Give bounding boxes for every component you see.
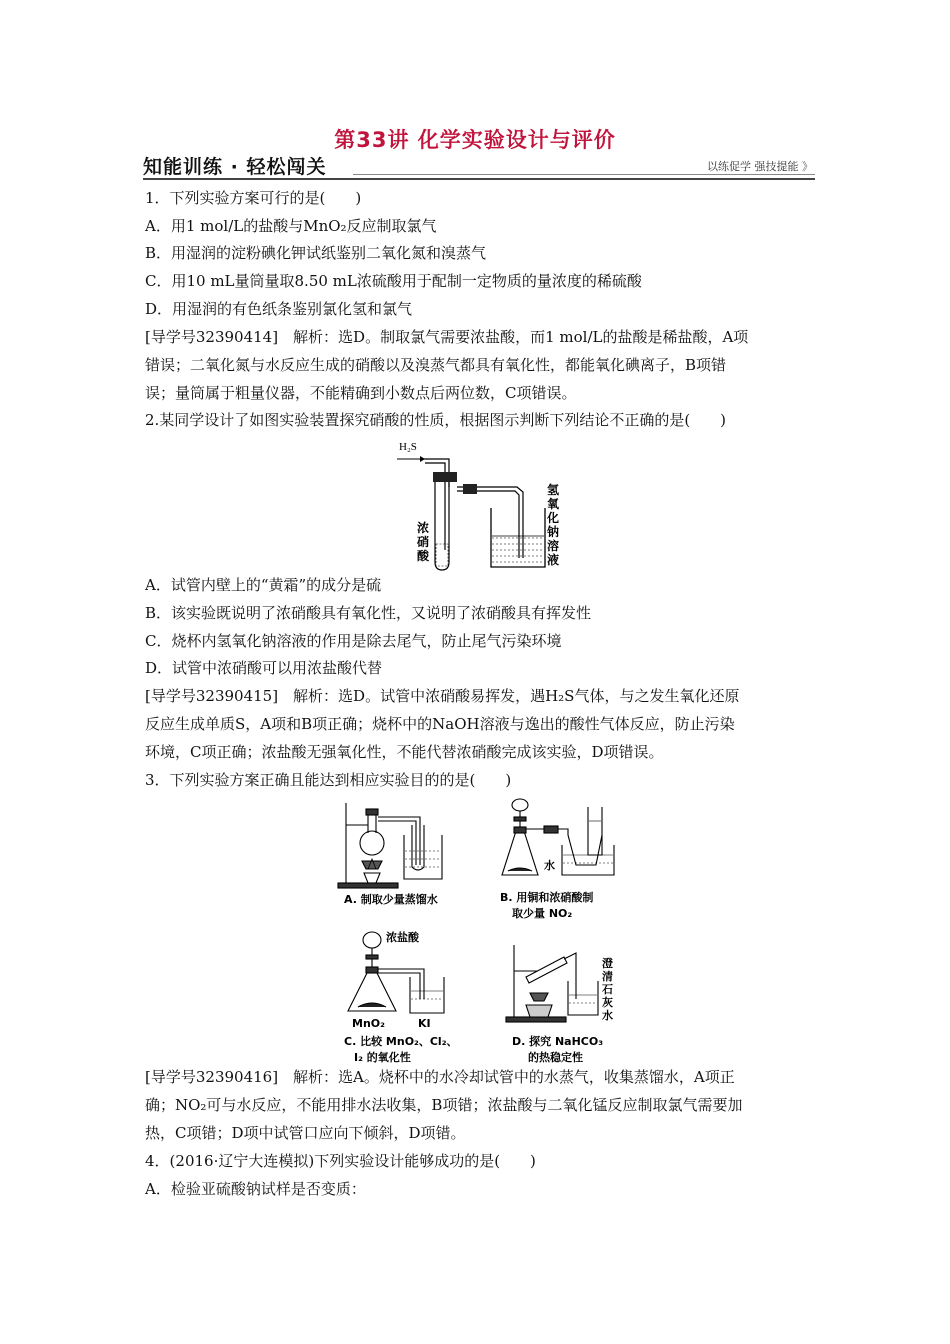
- limewater-label: 澄: [602, 957, 613, 970]
- mno2-label: MnO₂: [352, 1017, 385, 1030]
- section-banner: [143, 150, 815, 182]
- q2-explanation-line: 反应生成单质S，A项和B项正确；烧杯中的NaOH溶液与逸出的酸性气体反应，防止污染: [145, 715, 735, 733]
- q1-option-a: A．用1 mol/L的盐酸与MnO₂反应制取氯气: [145, 217, 437, 235]
- naoh-label: 液: [547, 553, 560, 567]
- q4-option-a: A．检验亚硫酸钠试样是否变质：: [145, 1180, 366, 1198]
- q2-explanation-line: [导学号32390415] 解析：选D。试管中浓硝酸易挥发，遇H₂S气体，与之发生氧化还原: [145, 687, 740, 705]
- limewater-label: 灰: [602, 996, 613, 1009]
- caption-d-line2: 的热稳定性: [528, 1051, 583, 1064]
- apparatus-b: [502, 799, 614, 875]
- figure-nitric-acid-apparatus: [395, 432, 575, 574]
- h2s-label: H₂S: [399, 441, 417, 453]
- apparatus-d: [506, 945, 598, 1022]
- q2-option-d: D．试管中浓硝酸可以用浓盐酸代替: [145, 659, 383, 677]
- naoh-label: 钠: [547, 525, 560, 539]
- banner-divider: [143, 178, 815, 180]
- q3-explanation-line: 确；NO₂可与水反应，不能用排水法收集，B项错；浓盐酸与二氧化锰反应制取氯气需要加: [145, 1096, 743, 1114]
- limewater-label: 清: [602, 970, 613, 983]
- limewater-label: 水: [602, 1009, 613, 1022]
- banner-divider-thin: [353, 174, 815, 175]
- caption-c-line2: I₂ 的氧化性: [354, 1051, 411, 1064]
- question-4: 4．(2016·辽宁大连模拟)下列实验设计能够成功的是( ): [145, 1152, 536, 1170]
- hcl-label: 浓盐酸: [386, 931, 419, 944]
- q2-option-c: C．烧杯内氢氧化钠溶液的作用是除去尾气，防止尾气污染环境: [145, 632, 562, 650]
- caption-c-line1: C. 比较 MnO₂、Cl₂、: [344, 1035, 458, 1048]
- q1-option-b: B．用湿润的淀粉碘化钾试纸鉴别二氧化氮和溴蒸气: [145, 244, 487, 262]
- nitric-acid-label: 浓: [417, 521, 430, 535]
- naoh-label: 溶: [547, 539, 560, 553]
- nitric-acid-label: 硝: [417, 535, 430, 549]
- q3-explanation-line: [导学号32390416] 解析：选A。烧杯中的水冷却试管中的水蒸气，收集蒸馏水，A项正: [145, 1068, 735, 1086]
- question-2: 2.某同学设计了如图实验装置探究硝酸的性质，根据图示判断下列结论不正确的是( ): [145, 411, 727, 429]
- q2-explanation-line: 环境，C项正确；浓盐酸无强氧化性，不能代替浓硝酸完成该实验，D项错误。: [145, 743, 664, 761]
- page-title: 第33讲 化学实验设计与评价: [334, 128, 616, 152]
- figure-four-apparatus: [332, 795, 632, 1065]
- naoh-label: 氢: [547, 483, 560, 497]
- nitric-acid-label: 酸: [417, 549, 430, 563]
- water-label: 水: [544, 859, 555, 872]
- q1-option-d: D．用湿润的有色纸条鉴别氯化氢和氯气: [145, 300, 413, 318]
- caption-d-line1: D. 探究 NaHCO₃: [512, 1035, 604, 1048]
- naoh-label: 化: [547, 511, 560, 525]
- apparatus-c: [348, 932, 444, 1013]
- q1-explanation-line: 错误；二氧化氮与水反应生成的硝酸以及溴蒸气都具有氧化性，都能氧化碘离子，B项错: [145, 356, 727, 374]
- q1-option-c: C．用10 mL量筒量取8.50 mL浓硫酸用于配制一定物质的量浓度的稀硫酸: [145, 272, 642, 290]
- naoh-label: 氧: [547, 497, 560, 511]
- limewater-label: 石: [602, 983, 613, 996]
- q3-explanation-line: 热，C项错；D项中试管口应向下倾斜，D项错。: [145, 1124, 466, 1142]
- ki-label: KI: [418, 1017, 431, 1030]
- q1-explanation-line: [导学号32390414] 解析：选D。制取氯气需要浓盐酸，而1 mol/L的盐酸是稀盐酸，A项: [145, 328, 749, 346]
- q1-explanation-line: 误；量筒属于粗量仪器，不能精确到小数点后两位数，C项错误。: [145, 384, 577, 402]
- question-3: 3．下列实验方案正确且能达到相应实验目的的是( ): [145, 771, 512, 789]
- banner-tag: 以练促学 强技提能 》: [707, 160, 813, 173]
- q2-option-b: B．该实验既说明了浓硝酸具有氧化性，又说明了浓硝酸具有挥发性: [145, 604, 592, 622]
- q2-option-a: A．试管内壁上的“黄霜”的成分是硫: [145, 576, 382, 594]
- caption-b-line2: 取少量 NO₂: [512, 907, 573, 920]
- caption-a: A. 制取少量蒸馏水: [344, 893, 438, 906]
- apparatus-a: [338, 803, 442, 888]
- question-1: 1．下列实验方案可行的是( ): [145, 189, 362, 207]
- caption-b-line1: B. 用铜和浓硝酸制: [500, 891, 594, 904]
- banner-title: 知能训练 · 轻松闯关: [143, 156, 327, 178]
